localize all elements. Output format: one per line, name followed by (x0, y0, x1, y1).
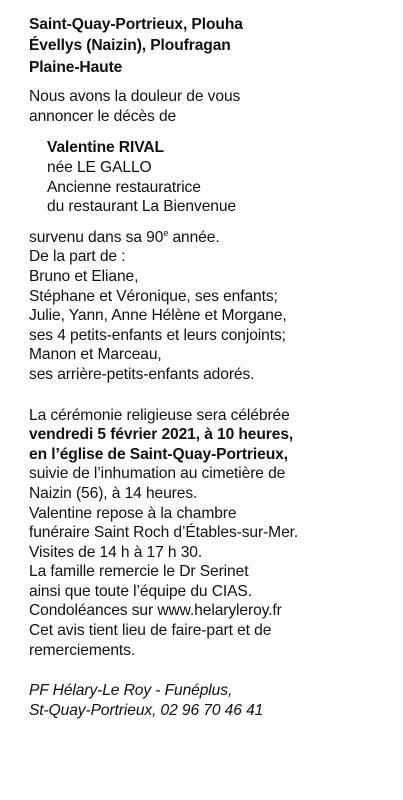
ceremony-location: en l’église de Saint-Quay-Portrieux, (29, 445, 288, 463)
ceremony-date: vendredi 5 février 2021, à 10 heures, (29, 426, 294, 444)
intro-line: annoncer le décès de (29, 107, 177, 125)
ceremony-line: Valentine repose à la chambre (29, 504, 237, 522)
deceased-occupation: Ancienne restauratrice (47, 178, 201, 196)
family-line: Stéphane et Véronique, ses enfants; (29, 287, 278, 305)
condolences-line: Condoléances sur www.helaryleroy.fr (29, 602, 282, 620)
deceased-block (29, 138, 399, 216)
funeral-home-block (29, 681, 399, 720)
family-line: Manon et Marceau, (29, 346, 162, 364)
deceased-name: Valentine RIVAL (47, 139, 164, 157)
announcement-intro (29, 87, 399, 126)
deceased-restaurant: du restaurant La Bienvenue (47, 198, 236, 216)
ceremony-line: La famille remercie le Dr Serinet (29, 563, 249, 581)
locations-line: Évellys (Naizin), Ploufragan (29, 37, 231, 55)
funeral-home-contact: St-Quay-Portrieux, 02 96 70 46 41 (29, 701, 264, 719)
ceremony-line: ainsi que toute l’équipe du CIAS. (29, 582, 252, 600)
obituary-notice (29, 14, 399, 720)
locations-line: Saint-Quay-Portrieux, Plouha (29, 16, 243, 33)
age-prefix: survenu dans sa 90 (29, 228, 164, 246)
ceremony-block (29, 406, 399, 661)
intro-line: Nous avons la douleur de vous (29, 88, 241, 106)
deceased-maiden-name: née LE GALLO (47, 159, 152, 176)
family-line: Bruno et Eliane, (29, 267, 139, 285)
ceremony-line: suivie de l’inhumation au cimetière de (29, 465, 286, 483)
family-line: ses arrière-petits-enfants adorés. (29, 365, 255, 383)
locations-line: Plaine-Haute (29, 58, 123, 76)
family-block (29, 228, 399, 385)
ceremony-line: Naizin (56), à 14 heures. (29, 484, 198, 502)
ceremony-line: Cet avis tient lieu de faire-part et de (29, 622, 272, 640)
age-superscript: e (163, 227, 169, 238)
ceremony-line: La cérémonie religieuse sera célébrée (29, 406, 290, 424)
ceremony-line: funéraire Saint Roch d’Étables-sur-Mer. (29, 524, 299, 542)
family-line: De la part de : (29, 248, 126, 266)
age-line (29, 228, 399, 248)
ceremony-line: Visites de 14 h à 17 h 30. (29, 543, 203, 561)
locations-header (29, 14, 399, 78)
ceremony-line: remerciements. (29, 641, 136, 659)
age-suffix: année. (168, 228, 220, 246)
family-line: Julie, Yann, Anne Hélène et Morgane, (29, 307, 287, 325)
funeral-home-name: PF Hélary-Le Roy - Funéplus, (29, 682, 233, 700)
family-line: ses 4 petits-enfants et leurs conjoints; (29, 326, 286, 344)
